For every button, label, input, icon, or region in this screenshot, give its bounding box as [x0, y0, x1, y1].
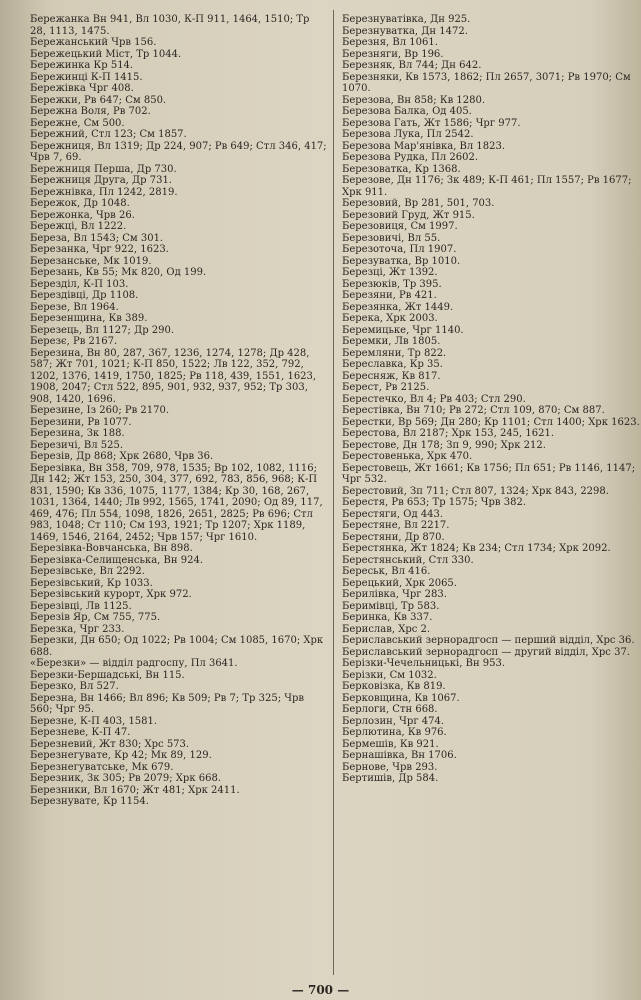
index-entry: Березенщина, Кв 389.: [30, 313, 148, 324]
index-entry: Березина, Зк 188.: [30, 428, 125, 439]
index-entry: Березова, Вн 858; Кв 1280.: [342, 94, 486, 106]
index-entry: Беремицьке, Чрг 1140.: [342, 324, 464, 336]
index-entry: Березовий, Вр 281, 501, 703.: [342, 198, 495, 209]
index-entry: Берестовий, Зп 711; Стл 807, 1324; Хрк 843, 2298.: [342, 485, 609, 497]
index-entry: Березе, Вл 1964.: [30, 301, 119, 313]
index-entry: Березова Балка, Од 405.: [342, 106, 472, 117]
index-entry: Березова Лука, Пл 2542.: [342, 129, 474, 140]
index-entry: Берека, Хрк 2003.: [342, 313, 438, 324]
index-entry: Березневе, К-П 47.: [30, 727, 131, 738]
index-entry: Березник, Зк 305; Рв 2079; Хрк 668.: [30, 773, 222, 784]
index-entry: Березове, Дн 1176; Зк 489; К-П 461; Пл 1557; Рв 1677; Хрк 911.: [342, 175, 632, 198]
index-entry: Бериславський зернорадгосп — другий відділ, Хрс 37.: [342, 646, 630, 658]
index-entry: Бережці, Вл 1222.: [30, 221, 127, 232]
index-entry: Березівське, Вл 2292.: [30, 566, 145, 577]
index-entry: Березівка-Вовчанська, Вн 898.: [30, 543, 193, 554]
index-entry: Березки-Бершадські, Вн 115.: [30, 669, 185, 681]
index-entry: Берестяни, Др 870.: [342, 531, 445, 543]
index-entry: Березнувате, Кр 1154.: [30, 796, 149, 807]
index-entry: Бережинка Кр 514.: [30, 60, 134, 71]
index-entry: Березянка, Жт 1449.: [342, 301, 454, 313]
index-entry: Берездівці, Др 1108.: [30, 290, 139, 301]
index-entry: Березня, Вл 1061.: [342, 37, 438, 48]
index-entry: Березів Яр, См 755, 775.: [30, 612, 161, 623]
index-entry: Березичі, Вл 525.: [30, 439, 124, 451]
index-entry: Березова Гать, Жт 1586; Чрг 977.: [342, 117, 521, 129]
index-entry: Березів, Др 868; Хрк 2680, Чрв 36.: [30, 451, 214, 462]
index-entry: Берестянка, Жт 1824; Кв 234; Стл 1734; Хрк 2092.: [342, 543, 611, 554]
index-entry: Бережниця, Вл 1319; Др 224, 907; Рв 649; Стл 346, 417; Чрв 7, 69.: [30, 140, 327, 163]
index-entry: Березняги, Вр 196.: [342, 48, 444, 60]
index-entry: Березини, Рв 1077.: [30, 416, 132, 428]
index-entry: Беремки, Лв 1805.: [342, 336, 441, 347]
index-entry: Беримівці, Тр 583.: [342, 600, 440, 612]
index-entry: Берестяги, Од 443.: [342, 508, 444, 520]
index-entry: Березівський, Кр 1033.: [30, 577, 153, 589]
right-column: [342, 14, 640, 785]
index-entry: Береславка, Кр 35.: [342, 359, 443, 370]
index-entry: Березань, Кв 55; Мк 820, Од 199.: [30, 267, 207, 278]
index-entry: Берецький, Хрк 2065.: [342, 577, 457, 589]
index-entry: Бернашівка, Вн 1706.: [342, 750, 457, 761]
index-entry: Березє, Рв 2167.: [30, 336, 118, 347]
index-entry: Бересняж, Кв 817.: [342, 370, 441, 382]
index-entry: Бережниця Перша, Др 730.: [30, 163, 177, 175]
index-entry: Березовичі, Вл 55.: [342, 232, 441, 244]
index-entry: Берестовенька, Хрк 470.: [342, 451, 473, 462]
index-entry: Берестки, Вр 569; Дн 280; Кр 1101; Стл 1400; Хрк 1623.: [342, 416, 640, 428]
index-entry: Бережанка Вн 941, Вл 1030, К-П 911, 1464, 1510; Тр 28, 1113, 1475.: [30, 14, 310, 37]
index-entry: Берестівка, Вн 710; Рв 272; Стл 109, 870; См 887.: [342, 405, 605, 416]
index-entry: Бериславський зернорадгосп — перший відділ, Хрс 36.: [342, 635, 635, 646]
index-entry: Березяни, Рв 421.: [342, 290, 437, 301]
index-entry: Берестова, Вл 2187; Хрк 153, 245, 1621.: [342, 428, 555, 439]
index-entry: Берестянський, Стл 330.: [342, 554, 474, 566]
index-entry: Березнуватівка, Дн 925.: [342, 14, 471, 25]
index-entry: Бережне, См 500.: [30, 117, 125, 129]
index-entry: Бережна Воля, Рв 702.: [30, 106, 151, 117]
index-entry: Березина, Вн 80, 287, 367, 1236, 1274, 1278; Др 428, 587; Жт 701, 1021; К-П 850, 1522; Лв 122, 352, 792, 1202, 1376, 1419, 1750, 1825; Рв 118, 439, 1551, 1623, 1908, 2047; Стл 522, 895, 901, 932, 937, 952; Тр 303, 908, 1420, 1696.: [30, 347, 317, 405]
index-entry: Березнегувате, Кр 42; Мк 89, 129.: [30, 750, 212, 761]
index-entry: Берлоги, Стн 668.: [342, 704, 438, 715]
index-entry: Березюків, Тр 395.: [342, 278, 442, 290]
index-entry: Бережецький Міст, Тр 1044.: [30, 48, 182, 60]
index-entry: Березневий, Жт 830; Хрс 573.: [30, 738, 190, 750]
index-entry: Берислав, Хрс 2.: [342, 623, 431, 635]
index-entry: Березко, Вл 527.: [30, 681, 119, 692]
index-entry: Бережний, Стл 123; См 1857.: [30, 129, 187, 140]
index-entry: Березівський курорт, Хрк 972.: [30, 589, 192, 600]
index-entry: Берестя, Рв 653; Тр 1575; Чрв 382.: [342, 497, 527, 508]
index-entry: Беремляни, Тр 822.: [342, 347, 447, 359]
index-entry: Березоточа, Пл 1907.: [342, 244, 457, 255]
index-entry: Березняк, Вл 744; Дн 642.: [342, 60, 482, 71]
index-entry: Бермешів, Кв 921.: [342, 738, 439, 750]
index-entry: Березанка, Чрг 922, 1623.: [30, 244, 169, 255]
index-entry: Бертишів, Др 584.: [342, 773, 439, 784]
index-entry: Березка, Чрг 233.: [30, 623, 125, 635]
index-entry: Берлютина, Кв 976.: [342, 727, 447, 738]
index-entry: Березнегуватське, Мк 679.: [30, 761, 174, 773]
index-entry: Бережинці К-П 1415.: [30, 71, 143, 83]
column-divider: [333, 10, 334, 975]
index-entry: Березнуватка, Дн 1472.: [342, 25, 468, 37]
index-entry: Бережки, Рв 647; См 850.: [30, 94, 167, 106]
index-entry: Берковщина, Кв 1067.: [342, 692, 460, 704]
index-entry: Берестечко, Вл 4; Рв 403; Стл 290.: [342, 393, 526, 405]
index-entry: Бережівка Чрг 408.: [30, 83, 134, 94]
page-number: — 700 —: [291, 983, 350, 997]
index-entry: Березине, Із 260; Рв 2170.: [30, 405, 170, 416]
index-entry: Березне, К-П 403, 1581.: [30, 715, 158, 727]
index-entry: Бережанський Чрв 156.: [30, 37, 157, 48]
index-entry: Березець, Вл 1127; Др 290.: [30, 324, 175, 336]
index-entry: «Березки» — відділ радгоспу, Пл 3641.: [30, 658, 238, 669]
index-entry: Беринка, Кв 337.: [342, 612, 433, 623]
index-entry: Бережниця Друга, Др 731.: [30, 175, 172, 186]
index-entry: Берилівка, Чрг 283.: [342, 589, 447, 600]
index-entry: Берізки-Чечельницькі, Вн 953.: [342, 658, 506, 669]
index-entry: Березівка, Вн 358, 709, 978, 1535; Вр 102, 1082, 1116; Дн 142; Жт 153, 250, 304, 377, 692, 783, 856, 968; К-П 831, 1590; Кв 336, 1075, 1177, 1384; Кр 30, 168, 267, 1031, 1364, 1440; Лв 992, 1565, 1741, 2090; Од 89, 117, 469, 476; Пл 554, 1098, 1826, 2651, 2825; Рв 696; Стл 983, 1048; Ст 110; См 193, 1921; Тр 1207; Хрк 1189, 1469, 1546, 2164, 2452; Чрв 157; Чрг 1610.: [30, 462, 323, 543]
index-entry: Березовий Груд, Жт 915.: [342, 209, 475, 221]
index-entry: Бернове, Чрв 293.: [342, 761, 438, 773]
index-entry: Берковізка, Кв 819.: [342, 681, 446, 692]
index-entry: Березоватка, Кр 1368.: [342, 163, 461, 175]
index-entry: Березки, Дн 650; Од 1022; Рв 1004; См 1085, 1670; Хрк 688.: [30, 635, 324, 658]
index-entry: Березники, Вл 1670; Жт 481; Хрк 2411.: [30, 784, 240, 796]
index-entry: Берест, Рв 2125.: [342, 382, 430, 393]
index-entry: Берестове, Дн 178; Зп 9, 990; Хрк 212.: [342, 439, 546, 451]
index-entry: Березділ, К-П 103.: [30, 278, 129, 290]
index-entry: Берестяне, Вл 2217.: [342, 520, 450, 531]
index-entry: Березова Мар'янівка, Вл 1823.: [342, 140, 506, 152]
index-entry: Береза, Вл 1543; См 301.: [30, 232, 164, 244]
index-entry: Бережнівка, Пл 1242, 2819.: [30, 186, 178, 198]
index-entry: Березівці, Лв 1125.: [30, 600, 132, 612]
left-column: [30, 14, 328, 808]
index-entry: Бережок, Др 1048.: [30, 198, 130, 209]
index-entry: Берлозин, Чрг 474.: [342, 715, 444, 727]
index-entry: Березуватка, Вр 1010.: [342, 255, 461, 267]
index-entry: Березовиця, См 1997.: [342, 221, 458, 232]
index-entry: Берізки, См 1032.: [342, 669, 437, 681]
index-entry: Береськ, Вл 416.: [342, 566, 431, 577]
index-entry: Березанське, Мк 1019.: [30, 255, 152, 267]
index-entry: Березівка-Селищенська, Вн 924.: [30, 554, 203, 566]
index-entry: Березна, Вн 1466; Вл 896; Кв 509; Рв 7; Тр 325; Чрв 560; Чрг 95.: [30, 692, 305, 715]
index-entry: Берестовець, Жт 1661; Кв 1756; Пл 651; Рв 1146, 1147; Чрг 532.: [342, 462, 636, 485]
index-entry: Березці, Жт 1392.: [342, 267, 438, 278]
index-entry: Березняки, Кв 1573, 1862; Пл 2657, 3071; Рв 1970; См 1070.: [342, 71, 631, 94]
index-entry: Березова Рудка, Пл 2602.: [342, 152, 479, 163]
index-entry: Бережонка, Чрв 26.: [30, 209, 135, 221]
